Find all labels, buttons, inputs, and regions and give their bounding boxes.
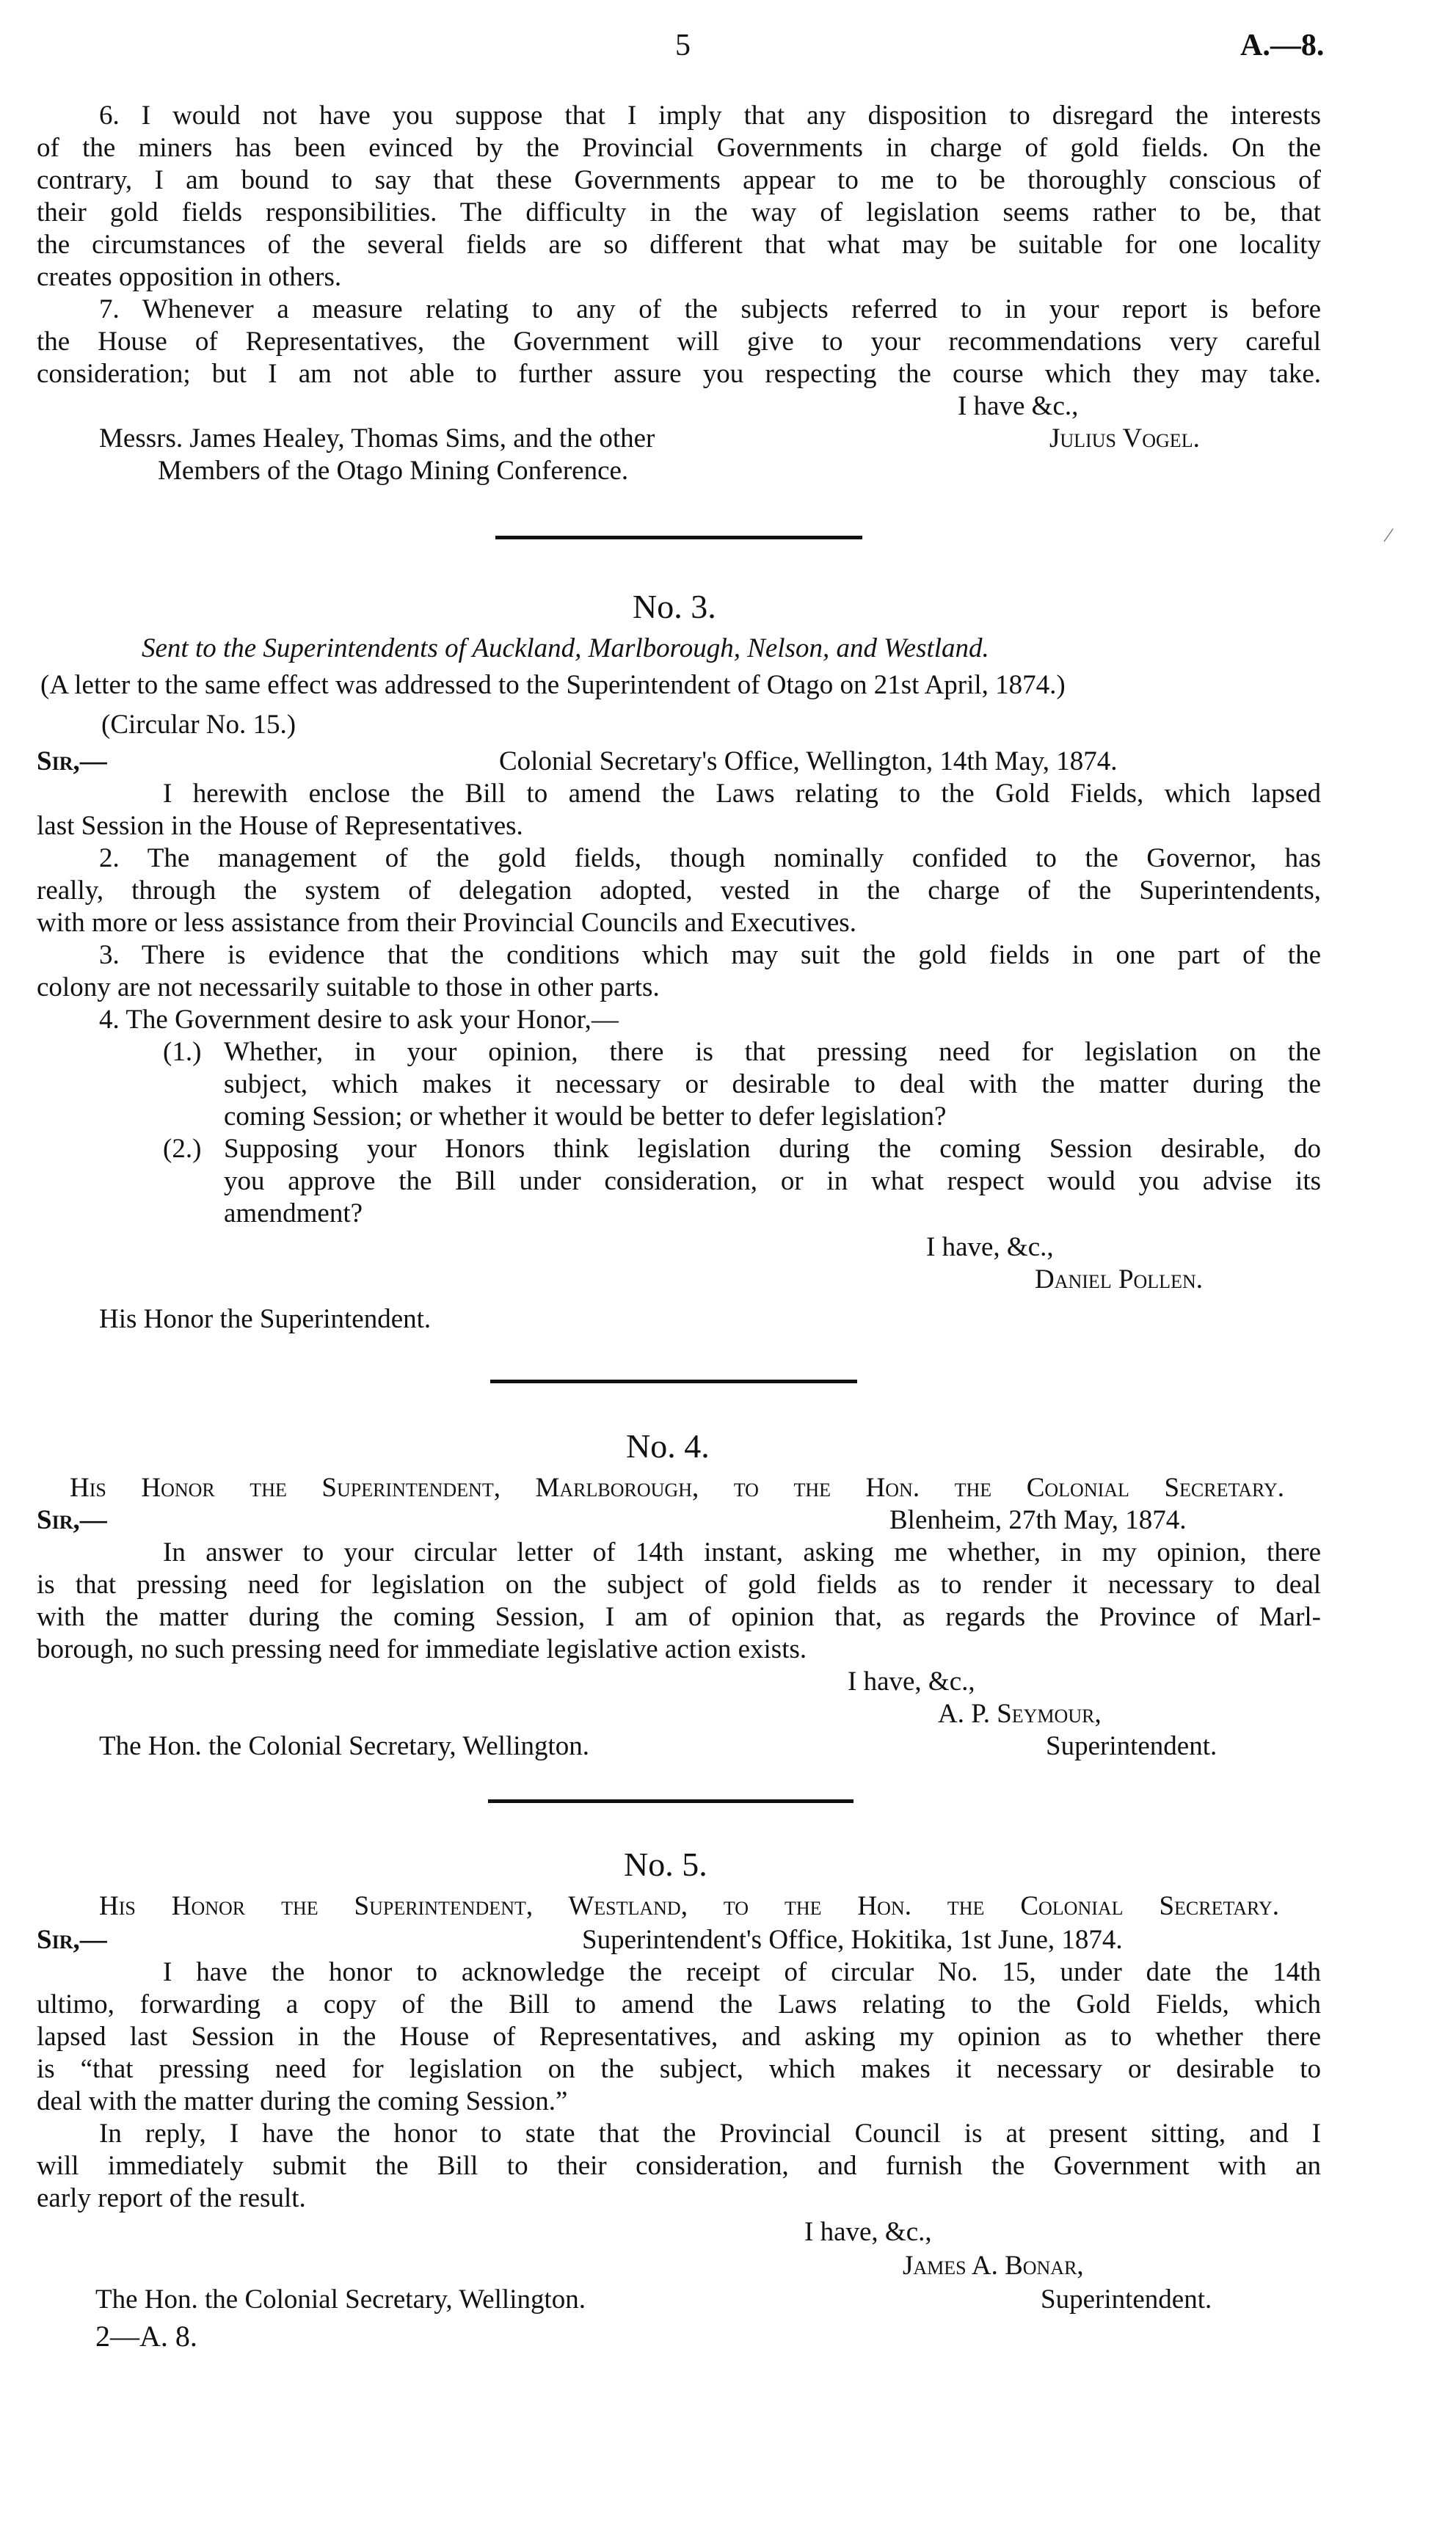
- document-reference: A.—8.: [1240, 29, 1325, 62]
- dateline: Colonial Secretary's Office, Wellington, 14th May, 1874.: [499, 746, 1118, 776]
- section-heading-no5: No. 5.: [624, 1846, 707, 1883]
- addressee: His Honor the Superintendent.: [99, 1304, 432, 1334]
- addressee: Messrs. James Healey, Thomas Sims, and the other: [99, 423, 655, 454]
- section-subtitle: Sent to the Superintendents of Auckland, Marlborough, Nelson, and Westland.: [142, 633, 989, 663]
- closing: I have, &c.,: [804, 2217, 932, 2247]
- dateline: Superintendent's Office, Hokitika, 1st June, 1874.: [582, 1925, 1123, 1955]
- document-page: 5 A.—8. 6. I would not have you suppose that I imply that any disposition to disregard the interests of the miners has been evinced by the Provincial Governments in charge of gold fields. On the contrary, I am bound to say that these Governments appear to me to be thoroughly conscious of their gold fields responsibilities. The difficulty in the way of legislation seems rather to be, that the circumstances of the several fields are so different that what may be suitable for one locality creates opposition in others. 7. Whenever a measure relating to any of the subjects referred to in your report is before the House of Representatives, the Government will give to your recommendations very careful consideration; but I am not able to further assure you respecting the course which they may take. I have &c., Julius Vogel. Messrs. James Healey, Thomas Sims, and the other Members of the Otago Mining Conference. ⁄ No. 3. Sent to the Superintendents of Auckland, Marlborough, Nelson, and Westland. (A letter to the same effect was addressed to the Superintendent of Otago on 21st April, 1874.) (Circular No. 15.) Sir,— Colonial Secretary's Office, Wellington, 14th May, 1874. I herewith enclose the Bill to amend the Laws relating to the Gold Fields, which lapsed last Session in the House of Representatives. 2. The management of the gold fields, though nominally confided to the Governor, has really, through the system of delegation adopted, vested in the charge of the Superintendents, with more or less assistance from their Provincial Councils and Executives. 3. There is evidence that the conditions which may suit the gold fields in one part of the colony are not necessarily suitable to those in other parts. 4. The Government desire to ask your Honor,— (1.) Whether, in your opinion, there is that pressing need for legislation on the subject, which makes it necessary or desirable to deal with the matter during the coming Session; or whether it would be better to defer legislation? (2.) Supposing your Honors think legislation during the coming Session desirable, do you approve the Bill under consideration, or in what respect would you advise its amendment? I have, &c., Daniel Pollen. His Honor the Superintendent. No. 4. His Honor the Superintendent, Marlborough, to the Hon. the Colonial Secretary. Sir,— Blenheim, 27th May, 1874. In answer to your circular letter of 14th instant, asking me whether, in my opinion, there is that pressing need for legislation on the subject of gold fields as to render it necessary to deal with the matter during the coming Session, I am of opinion that, as regards the Province of Marl- borough, no such pressing need for immediate legislative action exists. I have, &c., A. P. Seymour, The Hon. the Colonial Secretary, Wellington. Superintendent. No. 5. His Honor the Superintendent, Westland, to the Hon. the Colonial Secretary. Sir,— Superintendent's Office, Hokitika, 1st June, 1874. I have the honor to acknowledge the receipt of circular No. 15, under date the 14th ultimo, forwarding a copy of the Bill to amend the Laws relating to the Gold Fields, which lapsed last Session in the House of Representatives, and asking my opinion as to whether there is “that pressing need for legislation on the subject, which makes it necessary or desirable to deal with the matter during the coming Session.” In reply, I have the honor to state that the Provincial Council is at present sitting, and I will immediately submit the Bill to their consideration, and furnish the Government with an early report of the result. I have, &c., James A. Bonar, The Hon. the Colonial Secretary, Wellington. Superintendent. 2—A. 8.: [37, 29, 1391, 2353]
- addressee-continued: Members of the Otago Mining Conference.: [158, 456, 629, 486]
- signature: Julius Vogel.: [1049, 423, 1200, 454]
- salutation: Sir,—: [37, 1505, 107, 1535]
- closing: I have &c.,: [958, 391, 1079, 421]
- circular-number: (Circular No. 15.): [101, 710, 296, 740]
- signature: James A. Bonar,: [903, 2251, 1084, 2281]
- paragraph-4: 4. The Government desire to ask your Honor,—: [99, 1005, 619, 1035]
- dateline: Blenheim, 27th May, 1874.: [889, 1505, 1187, 1535]
- editorial-note: (A letter to the same effect was addressed to the Superintendent of Otago on 21st April, 1874.): [40, 670, 1066, 700]
- signature: Daniel Pollen.: [1035, 1264, 1203, 1294]
- page-number: 5: [675, 29, 691, 62]
- signatory-title: Superintendent.: [1041, 2284, 1212, 2315]
- addressee: The Hon. the Colonial Secretary, Wellington.: [99, 1731, 590, 1761]
- section-divider: [495, 536, 862, 539]
- from-line: His Honor the Superintendent, Marlborough, to the Hon. the Colonial Secretary.: [70, 1473, 1284, 1503]
- signature-mark: 2—A. 8.: [95, 2320, 197, 2353]
- signatory-title: Superintendent.: [1046, 1731, 1217, 1761]
- closing: I have, &c.,: [926, 1232, 1054, 1262]
- from-line: His Honor the Superintendent, Westland, to the Hon. the Colonial Secretary.: [99, 1891, 1279, 1921]
- section-divider: [490, 1380, 857, 1383]
- section-heading-no3: No. 3.: [633, 588, 716, 625]
- section-divider: [488, 1799, 853, 1803]
- margin-mark: ⁄: [1387, 525, 1391, 546]
- salutation: Sir,—: [37, 1925, 107, 1955]
- salutation: Sir,—: [37, 746, 107, 776]
- closing: I have, &c.,: [848, 1667, 975, 1697]
- section-heading-no4: No. 4.: [626, 1427, 710, 1465]
- signature: A. P. Seymour,: [938, 1699, 1102, 1729]
- addressee: The Hon. the Colonial Secretary, Wellington.: [95, 2284, 586, 2315]
